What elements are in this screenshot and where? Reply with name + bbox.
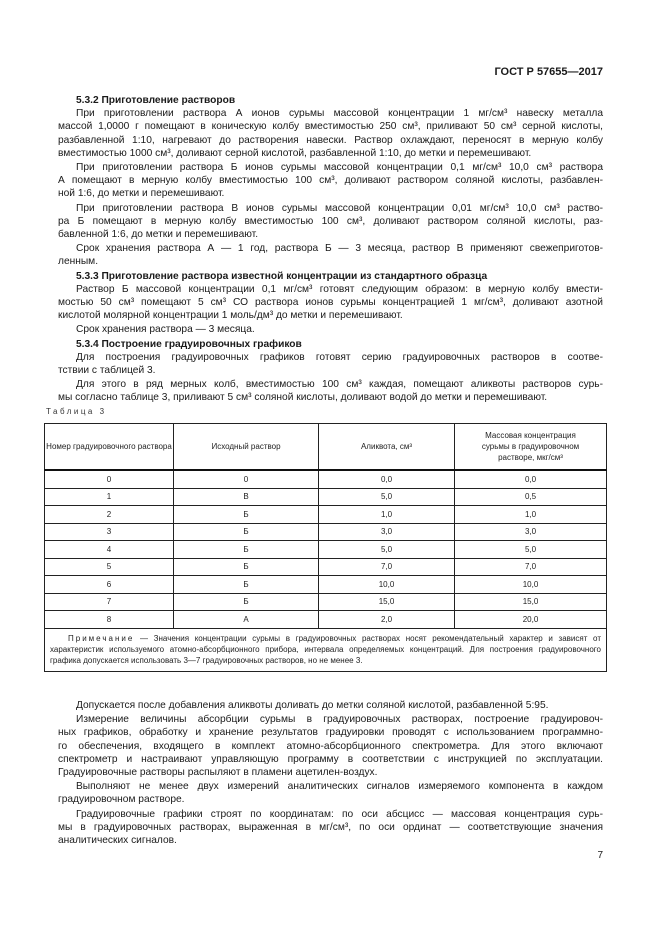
text-line: аналитических сигналов. — [58, 835, 177, 847]
text-line: вместимостью 1000 см³, доливают серной кислотой, разбавленной 1:10, до метки и перемешивают. — [58, 147, 532, 159]
table-cell: 20,0 — [455, 611, 607, 629]
text-line: тствии с таблицей 3. — [58, 365, 156, 377]
table-cell: 0,0 — [319, 470, 455, 488]
col-header: Исходный раствор — [174, 424, 319, 471]
text-line: мы в градуировочных растворах, выраженная в мг/см³, по оси ординат — соответствующие значения — [58, 821, 603, 833]
table-3 — [44, 423, 607, 672]
table-cell: 1,0 — [319, 506, 455, 524]
table-cell: 0 — [45, 470, 174, 488]
table-cell: 15,0 — [319, 593, 455, 611]
text-line: мостью 50 см³ помещают 5 см³ СО раствора ионов сурьмы концентрацией 1 мг/см³, доливают азотной — [58, 297, 603, 309]
table-cell: 5,0 — [319, 488, 455, 506]
text-line: Допускается после добавления аликвоты доливать до метки соляной кислотой, разбавленной 5:95. — [76, 700, 549, 711]
table-cell: Б — [174, 593, 319, 611]
text-line: Для этого в ряд мерных колб, вместимостью 100 см³ каждая, помещают аликвоты растворов сурь- — [76, 379, 603, 391]
text-line: Для построения градуировочных графиков готовят серию градуировочных растворов в соотве- — [76, 351, 603, 363]
table-row — [45, 611, 607, 629]
table-cell: 2,0 — [319, 611, 455, 629]
text-line: го обеспечения, входящего в комплект атомно-абсорбционного спектрометра. Для этого включают — [58, 740, 603, 752]
table-cell: 0,5 — [455, 488, 607, 506]
paragraph — [58, 202, 603, 242]
col-header: Номер градуировочного раствора — [45, 424, 174, 471]
note-label: Примечание — [68, 633, 135, 643]
text-line: спектрометр и настраивают управляющую программу в соответствии с инструкцией по эксплуатации. — [58, 753, 603, 765]
paragraph — [58, 808, 603, 848]
text-line: ра Б помещают в мерную колбу вместимостью 100 см³, доливают раствором соляной кислоты, раз- — [58, 215, 603, 227]
table-cell: 10,0 — [455, 576, 607, 594]
text-line: Измерение величины абсорбции сурьмы в градуировочных растворах, построение градуировоч- — [76, 714, 603, 726]
section-heading: 5.3.4 Построение градуировочных графиков — [76, 338, 302, 350]
table-cell: 5 — [45, 558, 174, 576]
text-line: Раствор Б массовой концентрации 0,1 мг/см³ готовят следующим образом: в мерную колбу вмести- — [76, 283, 603, 295]
text-line: При приготовлении раствора В ионов сурьмы массовой концентрации 0,01 мг/см³ 10,0 см³ раство- — [76, 202, 603, 214]
table-cell: 8 — [45, 611, 174, 629]
paragraph — [58, 378, 603, 404]
table-cell: 1,0 — [455, 506, 607, 524]
table-cell: 3 — [45, 523, 174, 541]
table-cell: 3,0 — [319, 523, 455, 541]
table-cell: 4 — [45, 541, 174, 559]
table-row — [45, 576, 607, 594]
table-cell: 10,0 — [319, 576, 455, 594]
table-caption: Таблица 3 — [46, 407, 107, 416]
table-cell: 7,0 — [455, 558, 607, 576]
text-line: ленным. — [58, 256, 99, 268]
table-cell: 0,0 — [455, 470, 607, 488]
table-note — [45, 628, 607, 671]
table-cell: Б — [174, 541, 319, 559]
table-row — [45, 488, 607, 506]
paragraph — [58, 351, 603, 377]
table-cell: 5,0 — [319, 541, 455, 559]
table-cell: 3,0 — [455, 523, 607, 541]
table-cell: 2 — [45, 506, 174, 524]
section-top — [58, 94, 603, 406]
paragraph — [58, 780, 603, 806]
table-row — [45, 523, 607, 541]
table-row — [45, 558, 607, 576]
text-line: градуировочном растворе. — [58, 794, 185, 806]
text-line: ной 1:6, до метки и перемешивают. — [58, 188, 225, 200]
table-row — [45, 506, 607, 524]
table-cell: Б — [174, 523, 319, 541]
text-line: Срок хранения раствора — 3 месяца. — [76, 324, 255, 336]
paragraph — [58, 323, 603, 336]
text-line: Градуировочные графики строят по координатам: по оси абсцисс — массовая концентрация сурь- — [76, 808, 603, 820]
paragraph — [58, 107, 603, 160]
document-id: ГОСТ Р 57655—2017 — [494, 66, 603, 78]
paragraph — [58, 242, 603, 268]
text-line: Срок хранения раствора А — 1 год, раствора Б — 3 месяца, раствор В применяют свежеприготов- — [76, 243, 603, 255]
text-line: А помещают в мерную колбу вместимостью 100 см³, доливают раствором соляной кислоты, разбавлен- — [58, 175, 603, 187]
table-row — [45, 593, 607, 611]
text-line: массой 1,0000 г помещают в коническую колбу вместимостью 250 см³, приливают 50 см³ серной кислоты, — [58, 121, 603, 133]
table-cell: 5,0 — [455, 541, 607, 559]
paragraph — [58, 713, 603, 779]
section-heading: 5.3.2 Приготовление растворов — [76, 95, 236, 106]
table-cell: 0 — [174, 470, 319, 488]
table-cell: 6 — [45, 576, 174, 594]
table-cell: 15,0 — [455, 593, 607, 611]
table-cell: Б — [174, 576, 319, 594]
table-cell: 7,0 — [319, 558, 455, 576]
paragraph — [58, 283, 603, 323]
table-cell: 1 — [45, 488, 174, 506]
text-line: бавленной 1:6, до метки и перемешивают. — [58, 229, 259, 241]
table-cell: В — [174, 488, 319, 506]
table-cell: А — [174, 611, 319, 629]
text-line: ных графиков, обработку и хранение результатов градуировки проводят с использованием программно- — [58, 727, 603, 739]
text-line: При приготовлении раствора А ионов сурьмы массовой концентрации 1 мг/см³ навеску металла — [76, 108, 603, 120]
text-line: кислотой молярной концентрации 1 моль/дм³ до метки и перемешивают. — [58, 310, 403, 322]
paragraph — [58, 699, 603, 712]
text-line: Градуировочные растворы распыляют в пламени ацетилен-воздух. — [58, 767, 378, 779]
text-line: При приготовлении раствора Б ионов сурьмы массовой концентрации 0,1 мг/см³ 10,0 см³ раствора — [76, 162, 603, 174]
col-header: Аликвота, см³ — [319, 424, 455, 471]
table-cell: 7 — [45, 593, 174, 611]
table-cell: Б — [174, 506, 319, 524]
table-row — [45, 470, 607, 488]
note-text: — Значения концентрации сурьмы в градуировочных растворах носят рекомендательный характер и зависят от характеристик используемого атомно-абсорбционного прибора, интервала определяемых концентраций. Для построения градуировочного графика допускается использовать 3—7 градуировочных растворов, но не менее 3. — [50, 633, 601, 665]
text-line: мы согласно таблице 3, приливают 5 см³ соляной кислоты, доливают водой до метки и перемешивают. — [58, 392, 548, 404]
section-heading: 5.3.3 Приготовление раствора известной концентрации из стандартного образца — [76, 270, 488, 282]
table-row — [45, 541, 607, 559]
col-header: Массовая концентрация сурьмы в градуировочном растворе, мкг/см³ — [455, 424, 607, 471]
table-note-row — [45, 628, 607, 671]
text-line: разбавленной 1:10, нагревают до растворения навески. Раствор охлаждают, переносят в мерную колбу — [58, 134, 603, 146]
section-bottom — [58, 699, 603, 848]
table-header-row — [45, 424, 607, 471]
paragraph — [58, 161, 603, 201]
table-cell: Б — [174, 558, 319, 576]
page-number: 7 — [597, 850, 603, 861]
text-line: Выполняют не менее двух измерений аналитических сигналов измеряемого компонента в каждом — [76, 781, 603, 793]
